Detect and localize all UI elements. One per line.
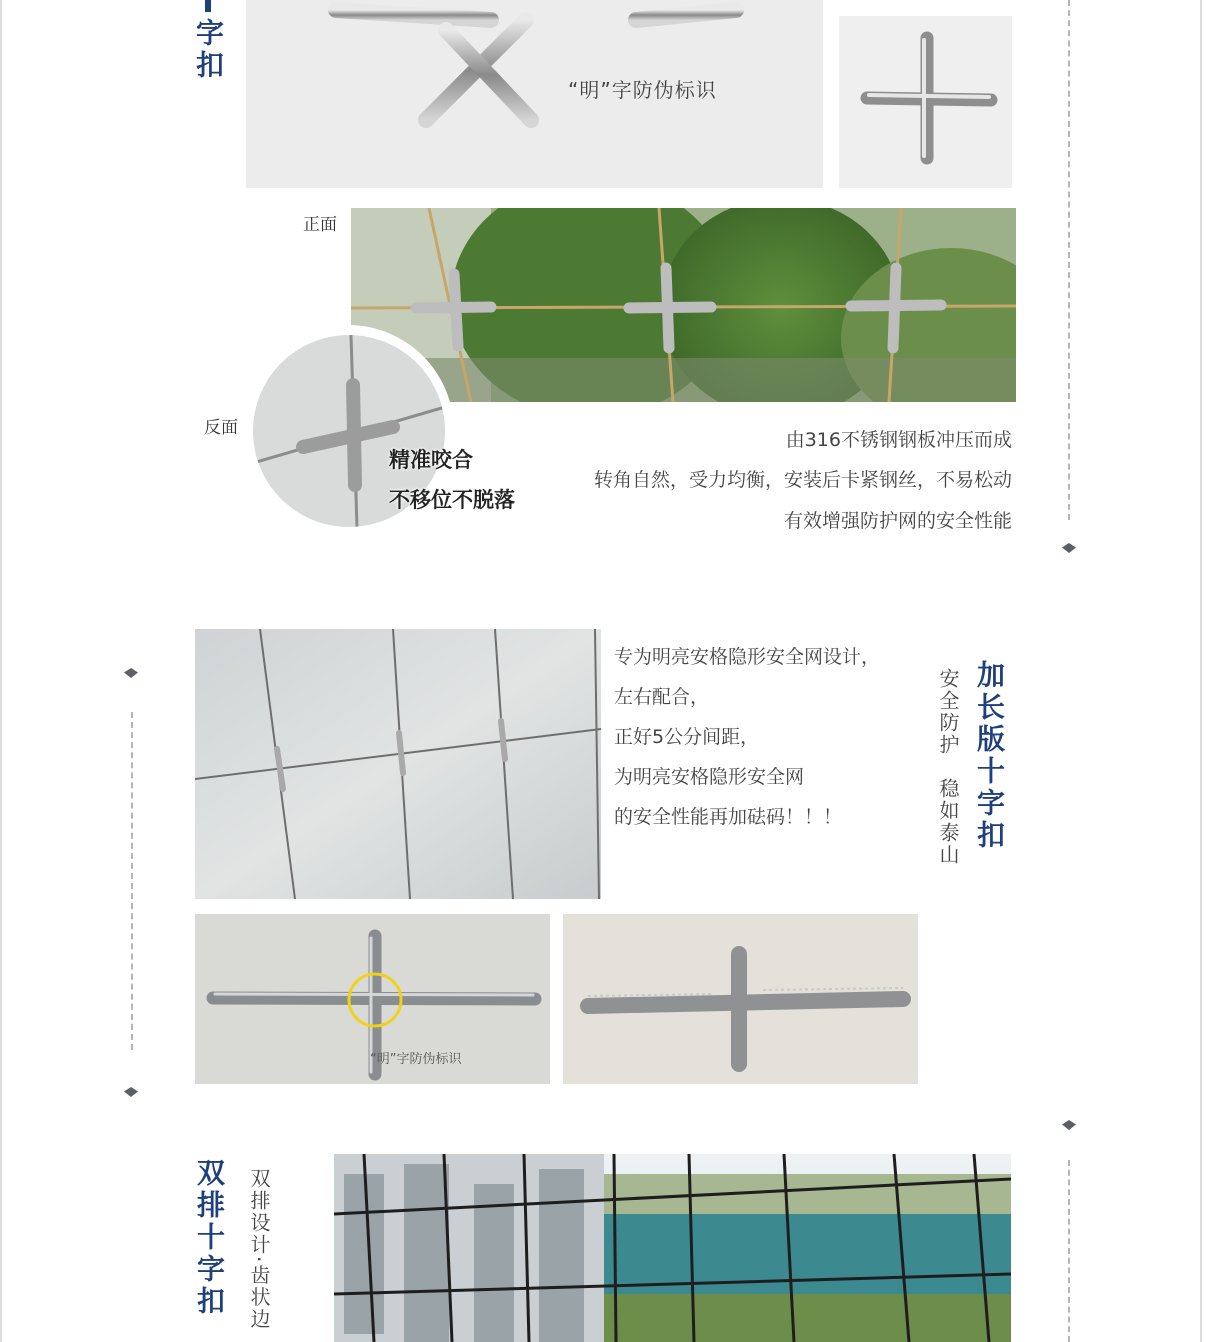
inset-caption-no-slip: 不移位不脱落 bbox=[389, 488, 515, 512]
right-dashed-divider-bottom bbox=[1068, 1160, 1070, 1342]
section1-desc-line-3: 有效增强防护网的安全性能 bbox=[783, 510, 1012, 532]
photo-mark-label: “明”字防伪标识 bbox=[568, 78, 717, 102]
section2-desc-line-1: 专为明亮安格隐形安全网设计， bbox=[614, 646, 881, 668]
cross-clip-group-photo bbox=[246, 0, 823, 188]
single-cross-clip-photo bbox=[839, 16, 1012, 188]
right-frame-line bbox=[1200, 0, 1202, 1342]
right-dashed-divider-top bbox=[1068, 0, 1070, 520]
diamond-marker-left-2 bbox=[124, 1087, 138, 1097]
section1-title: 字扣 bbox=[192, 18, 225, 82]
section1-desc-line-2: 转角自然，受力均衡，安装后卡紧钢丝，不易松动 bbox=[593, 469, 1012, 491]
diamond-marker-right-1 bbox=[1062, 543, 1076, 553]
section2-desc-line-5: 的安全性能再加砝码！！！ bbox=[614, 806, 843, 828]
toothed-clip-photo bbox=[563, 914, 918, 1084]
double-row-mesh-scene-photo bbox=[334, 1154, 1011, 1342]
back-label: 反面 bbox=[204, 418, 238, 438]
inset-caption-precise-bite: 精准咬合 bbox=[389, 448, 473, 472]
left-dashed-divider bbox=[131, 712, 133, 1050]
section2-title: 加长版十字扣 bbox=[973, 660, 1006, 852]
diamond-marker-right-2 bbox=[1062, 1120, 1076, 1130]
front-label: 正面 bbox=[303, 215, 337, 235]
section2-subtitle: 安全防护 稳如泰山 bbox=[936, 668, 960, 866]
section2-desc-line-2: 左右配合， bbox=[614, 686, 710, 708]
section1-desc-line-1: 由316不锈钢钢板冲压而成 bbox=[785, 429, 1012, 451]
front-installed-photo bbox=[351, 208, 1016, 402]
diamond-marker-left-1 bbox=[124, 668, 138, 678]
section2-desc-line-3: 正好5公分间距， bbox=[614, 726, 760, 748]
long-clip-photo-mark: “明”字防伪标识 bbox=[370, 1052, 462, 1067]
section3-subtitle: 双排设计·齿状边 bbox=[247, 1168, 271, 1331]
long-clip-mesh-photo bbox=[195, 629, 601, 899]
left-frame-line bbox=[0, 0, 2, 1342]
section3-title: 双排十字扣 bbox=[193, 1158, 226, 1318]
section1-title-cut bbox=[205, 0, 211, 12]
section2-desc-line-4: 为明亮安格隐形安全网 bbox=[614, 766, 805, 788]
